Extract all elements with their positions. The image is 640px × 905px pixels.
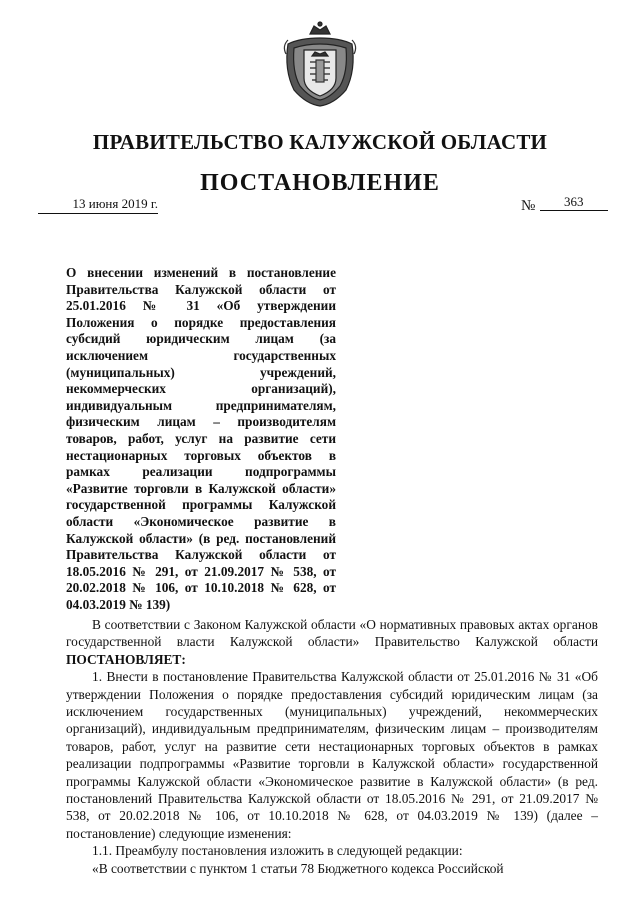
document-type-heading: ПОСТАНОВЛЕНИЕ — [200, 170, 440, 196]
body-intro-text: В соответствии с Законом Калужской области «О нормативных правовых актах органов государственной власти Калужской области» Правительство Калужской области — [66, 617, 598, 650]
resolution-keyword: ПОСТАНОВЛЯЕТ: — [66, 651, 186, 667]
body-item-1-1: 1.1. Преамбулу постановления изложить в следующей редакции: — [92, 843, 463, 859]
document-subject: О внесении изменений в постановление Правительства Калужской области от 25.01.2016 № 31 «Об утверждении Положения о порядке предоставления субсидий юридическим лицам (за исключением государственных (муниципальных) учреждений, некоммерческих организаций), индивидуальным предпринимателям, физическим лицам – производителям товаров, работ, услуг на развитие сети нестационарных торговых объектов в рамках реализации подпрограммы «Развитие торговли в Калужской области» государственной программы Калужской области «Экономическое развитие в Калужской области» (в ред. постановлений Правительства Калужской области от 18.05.2016 № 291, от 21.09.2017 № 538, от 20.02.2018 № 106, от 10.10.2018 № 628, от 04.03.2019 № 139) — [66, 265, 336, 612]
body-quote-start: «В соответствии с пунктом 1 статьи 78 Бюджетного кодекса Российской — [92, 860, 504, 876]
document-date: 13 июня 2019 г. — [38, 196, 158, 214]
coat-of-arms-emblem — [280, 20, 360, 108]
number-label: № — [521, 198, 536, 214]
government-title: ПРАВИТЕЛЬСТВО КАЛУЖСКОЙ ОБЛАСТИ — [92, 130, 548, 154]
body-item-1: 1. Внести в постановление Правительства Калужской области от 25.01.2016 № 31 «Об утверждении Положения о порядке предоставления субсидий юридическим лицам (за исключением государственных (муниципальных) учреждений, некоммерческих организаций), индивидуальным предпринимателям, физическим лицам – производителям товаров, работ, услуг на развитие сети нестационарных торговых объектов в рамках реализации подпрограммы «Развитие торговли в Калужской области» государственной программы Калужской области «Экономическое развитие в Калужской области» (в ред. постановлений Правительства Калужской области от 18.05.2016 № 291, от 21.09.2017 № 538, от 20.02.2018 № 106, от 10.10.2018 № 628, от 04.03.2019 № 139) (далее – постановление) следующие изменения: — [66, 669, 598, 841]
document-body — [66, 616, 598, 877]
body-intro-paragraph — [66, 616, 598, 668]
document-number: 363 — [540, 194, 608, 211]
